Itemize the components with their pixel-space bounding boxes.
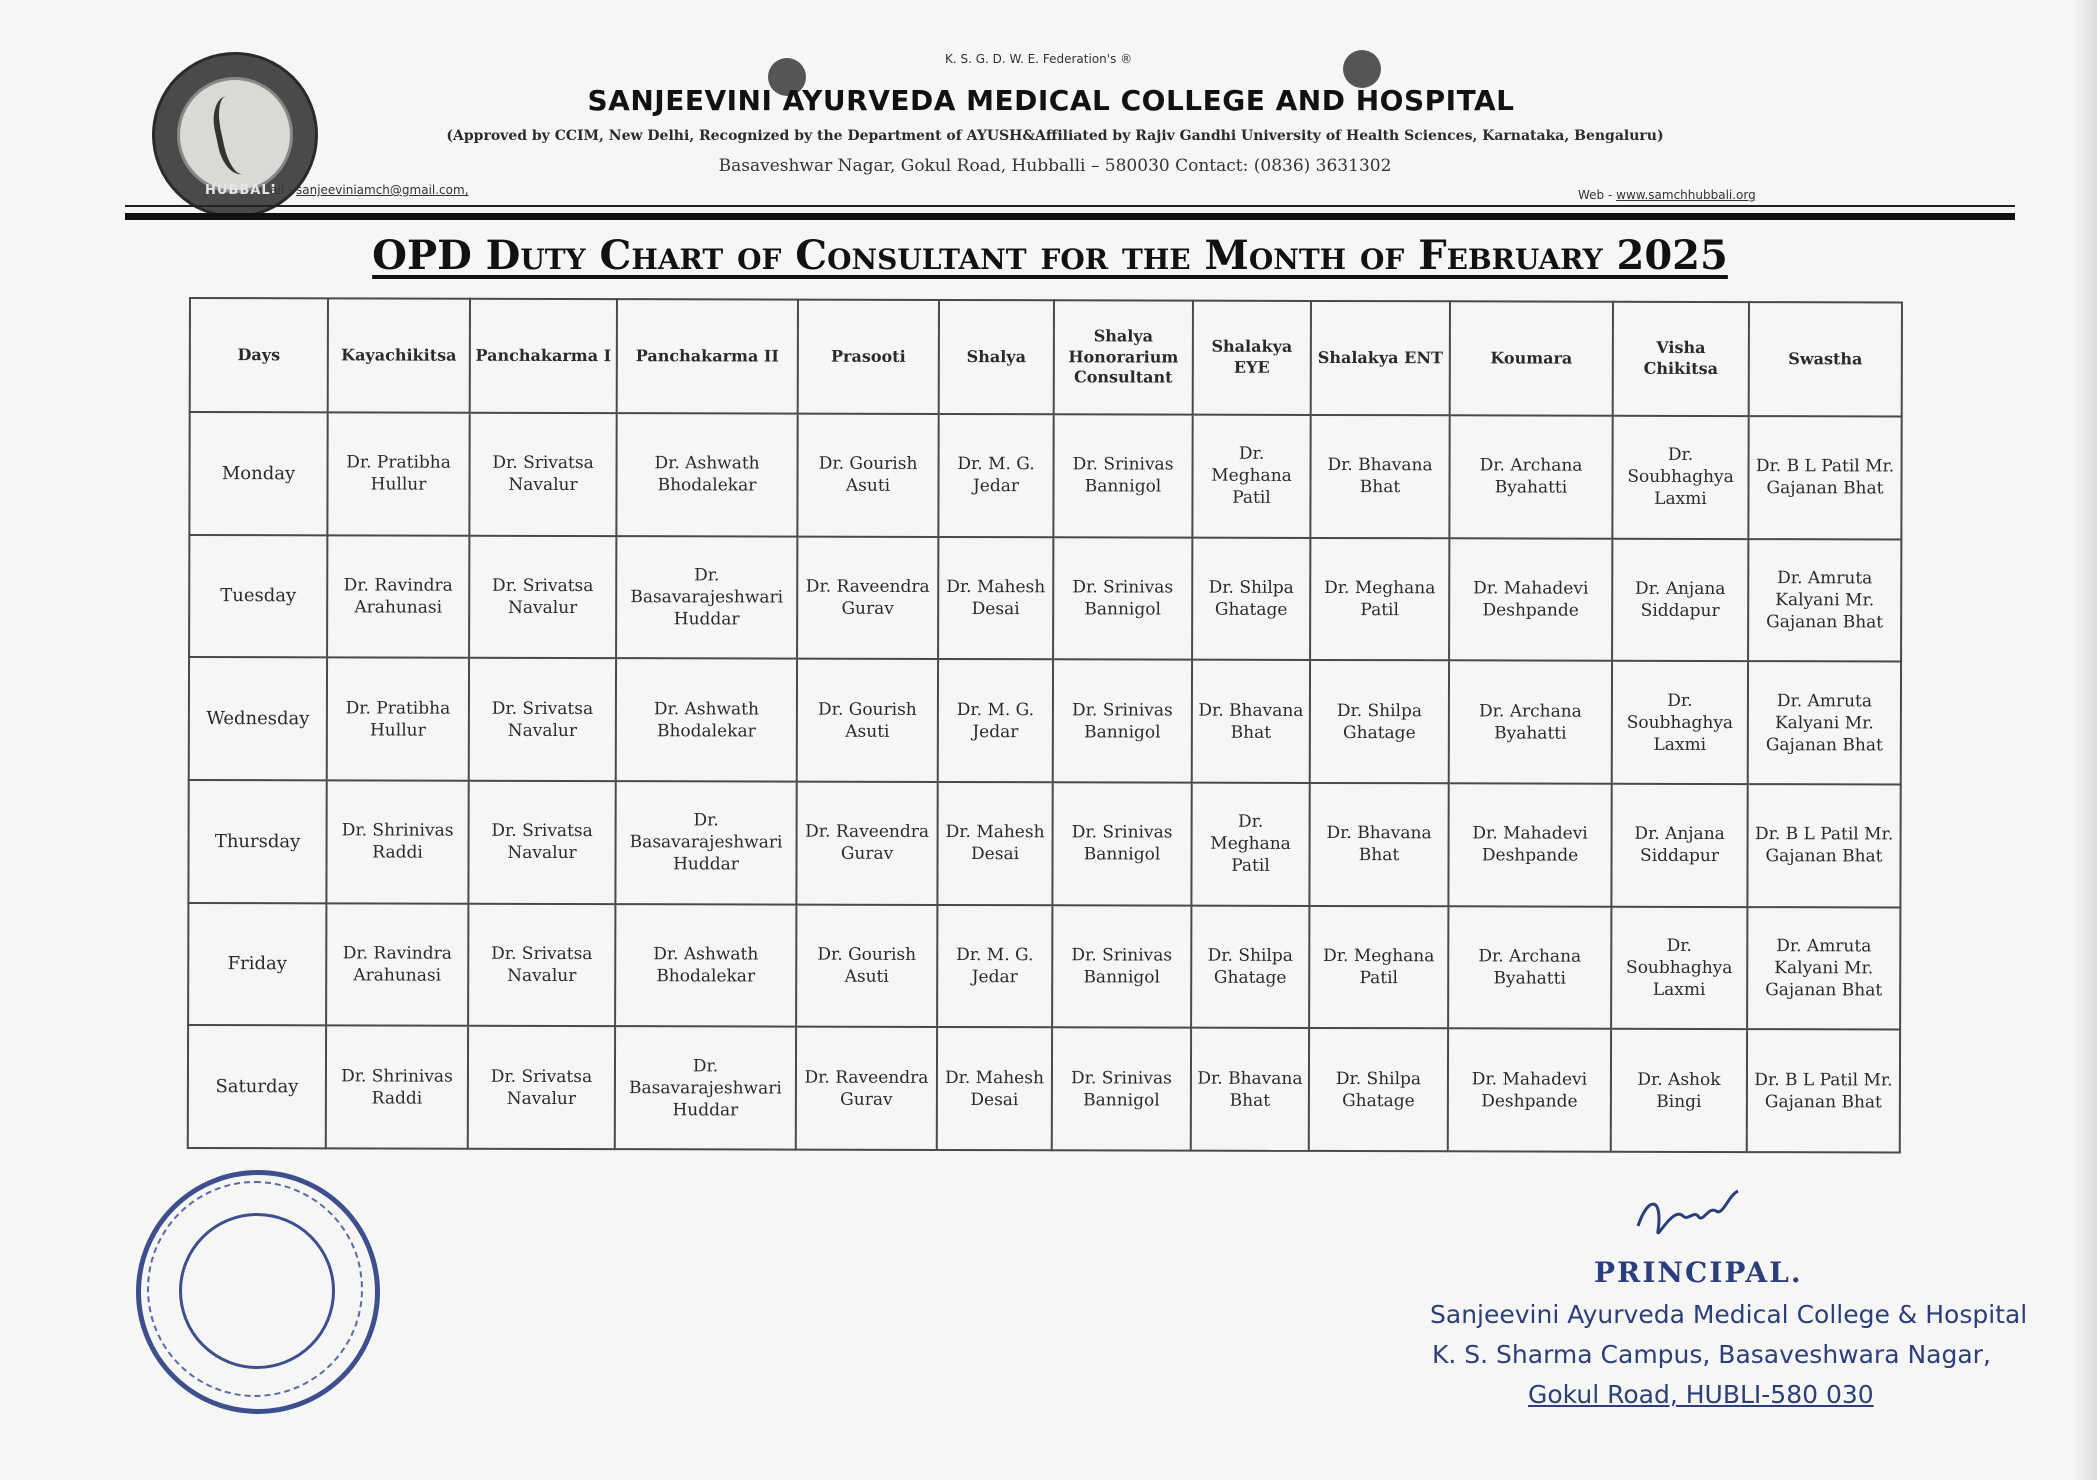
column-header: Shalakya ENT [1311, 301, 1450, 415]
stamp-college-line: Sanjeevini Ayurveda Medical College & Hospital [1430, 1300, 2028, 1329]
consultant-cell: Dr. Shrinivas Raddi [326, 1026, 468, 1149]
consultant-cell: Dr. Meghana Patil [1309, 906, 1448, 1029]
consultant-cell: Dr. Archana Byahatti [1449, 661, 1612, 784]
column-header: Prasooti [798, 300, 939, 414]
consultant-cell: Dr. Gourish Asuti [797, 414, 938, 537]
consultant-cell: Dr. B L Patil Mr. Gajanan Bhat [1747, 784, 1900, 907]
column-header: Days [190, 298, 328, 412]
consultant-cell: Dr. Bhavana Bhat [1192, 660, 1310, 783]
logo-text: HUBBALI [205, 183, 277, 198]
address-line: Basaveshwar Nagar, Gokul Road, Hubballi – 580030 Contact: (0836) 3631302 [718, 156, 1392, 176]
consultant-cell: Dr. B L Patil Mr. Gajanan Bhat [1748, 416, 1901, 539]
approval-line: (Approved by CCIM, New Delhi, Recognized by the Department of AYUSH&Affiliated by Rajiv Gandhi University of Health Sciences, Karnataka, Bengaluru) [446, 128, 1664, 144]
consultant-cell: Dr. Meghana Patil [1191, 783, 1309, 906]
table-header-row [190, 298, 1902, 416]
consultant-cell: Dr. Mahadevi Deshpande [1449, 538, 1612, 661]
stamp-campus-line: K. S. Sharma Campus, Basaveshwara Nagar, [1432, 1340, 1991, 1369]
header-divider-thick [125, 213, 2015, 220]
consultant-cell: Dr. Pratibha Hullur [327, 658, 469, 781]
day-cell: Monday [189, 412, 327, 535]
consultant-cell: Dr. Ashok Bingi [1611, 1029, 1747, 1152]
consultant-cell: Dr. Ashwath Bhodalekar [615, 904, 796, 1027]
consultant-cell: Dr. Mahesh Desai [937, 1027, 1052, 1150]
consultant-cell: Dr. Srivatsa Navalur [469, 658, 616, 781]
column-header: Swastha [1749, 302, 1902, 416]
consultant-cell: Dr. M. G. Jedar [938, 659, 1053, 782]
consultant-cell: Dr. Amruta Kalyani Mr. Gajanan Bhat [1748, 539, 1901, 662]
column-header: Kayachikitsa [328, 298, 470, 412]
consultant-cell: Dr. Mahesh Desai [937, 782, 1052, 905]
web-link[interactable]: www.samchhubbali.org [1616, 188, 1756, 202]
consultant-cell: Dr. Amruta Kalyani Mr. Gajanan Bhat [1747, 907, 1900, 1030]
day-cell: Thursday [188, 780, 326, 903]
consultant-cell: Dr. Archana Byahatti [1448, 906, 1611, 1029]
consultant-cell: Dr. Basavarajeshwari Huddar [615, 1026, 796, 1149]
consultant-cell: Dr. Ravindra Arahunasi [326, 903, 468, 1026]
consultant-cell: Dr. Srinivas Bannigol [1052, 782, 1191, 905]
consultant-cell: Dr. Basavarajeshwari Huddar [616, 536, 797, 659]
consultant-cell: Dr. Srivatsa Navalur [468, 903, 615, 1026]
day-cell: Tuesday [189, 535, 327, 658]
consultant-cell: Dr. Srinivas Bannigol [1052, 905, 1191, 1028]
table-row [189, 657, 1901, 784]
consultant-cell: Dr. Raveendra Gurav [796, 1027, 937, 1150]
column-header: Koumara [1450, 301, 1613, 415]
day-cell: Friday [188, 903, 326, 1026]
table-row [188, 903, 1900, 1030]
decorative-dot [1343, 50, 1381, 88]
consultant-cell: Dr. Ravindra Arahunasi [327, 535, 469, 658]
signature-icon [1628, 1186, 1748, 1246]
stamp-road-line: Gokul Road, HUBLI-580 030 [1528, 1380, 1874, 1409]
column-header: Shalya [939, 300, 1054, 414]
college-name: SANJEEVINI AYURVEDA MEDICAL COLLEGE AND HOSPITAL [587, 84, 1515, 117]
consultant-cell: Dr. Srivatsa Navalur [468, 781, 615, 904]
consultant-cell: Dr. B L Patil Mr. Gajanan Bhat [1747, 1029, 1900, 1152]
consultant-cell: Dr. Srivatsa Navalur [468, 1026, 615, 1149]
consultant-cell: Dr. Soubhaghya Laxmi [1612, 661, 1748, 784]
day-cell: Saturday [188, 1025, 326, 1148]
federation-label: K. S. G. D. W. E. Federation's ® [945, 52, 1133, 66]
consultant-cell: Dr. Mahadevi Deshpande [1448, 1029, 1611, 1152]
header-divider [125, 205, 2015, 207]
consultant-cell: Dr. Amruta Kalyani Mr. Gajanan Bhat [1748, 661, 1901, 784]
web-line [1578, 188, 1756, 202]
consultant-cell: Dr. M. G. Jedar [937, 905, 1052, 1028]
consultant-cell: Dr. Srinivas Bannigol [1053, 660, 1192, 783]
email-line [270, 183, 469, 197]
consultant-cell: Dr. Soubhaghya Laxmi [1612, 416, 1748, 539]
consultant-cell: Dr. Ashwath Bhodalekar [616, 413, 797, 536]
column-header: Panchakarma II [617, 299, 798, 413]
consultant-cell: Dr. Gourish Asuti [797, 659, 938, 782]
consultant-cell: Dr. Mahesh Desai [938, 537, 1053, 660]
consultant-cell: Dr. Anjana Siddapur [1612, 538, 1748, 661]
table-row [189, 535, 1901, 662]
consultant-cell: Dr. Soubhaghya Laxmi [1611, 906, 1747, 1029]
consultant-cell: Dr. Ashwath Bhodalekar [616, 658, 797, 781]
consultant-cell: Dr. Shrinivas Raddi [326, 780, 468, 903]
column-header: Visha Chikitsa [1613, 302, 1749, 416]
consultant-cell: Dr. Gourish Asuti [796, 904, 937, 1027]
consultant-cell: Dr. Srinivas Bannigol [1053, 414, 1192, 537]
consultant-cell: Dr. Raveendra Gurav [797, 536, 938, 659]
consultant-cell: Dr. Mahadevi Deshpande [1448, 783, 1611, 906]
consultant-cell: Dr. Shilpa Ghatage [1310, 660, 1449, 783]
table-row [188, 780, 1900, 907]
consultant-cell: Dr. Meghana Patil [1310, 538, 1449, 661]
web-prefix: Web - [1578, 188, 1617, 202]
table-body [188, 412, 1902, 1152]
consultant-cell: Dr. Srivatsa Navalur [469, 535, 616, 658]
consultant-cell: Dr. Srivatsa Navalur [469, 413, 616, 536]
seal-stamp-icon [136, 1170, 380, 1414]
duty-table [187, 297, 1903, 1153]
consultant-cell: Dr. Shilpa Ghatage [1192, 537, 1310, 660]
consultant-cell: Dr. Bhavana Bhat [1310, 415, 1449, 538]
consultant-cell: Dr. Meghana Patil [1192, 415, 1310, 538]
consultant-cell: Dr. Raveendra Gurav [796, 782, 937, 905]
email-prefix: ail - [270, 183, 296, 197]
column-header: Shalya Honorarium Consultant [1054, 300, 1193, 414]
principal-title: PRINCIPAL. [1594, 1256, 1803, 1289]
consultant-cell: Dr. Pratibha Hullur [327, 412, 469, 535]
consultant-cell: Dr. Srinivas Bannigol [1052, 1028, 1191, 1151]
consultant-cell: Dr. Shilpa Ghatage [1309, 1028, 1448, 1151]
table-row [188, 1025, 1900, 1152]
consultant-cell: Dr. Shilpa Ghatage [1191, 905, 1309, 1028]
table-row [189, 412, 1901, 539]
consultant-cell: Dr. Anjana Siddapur [1611, 784, 1747, 907]
day-cell: Wednesday [189, 657, 327, 780]
consultant-cell: Dr. Bhavana Bhat [1309, 783, 1448, 906]
consultant-cell: Dr. Bhavana Bhat [1191, 1028, 1309, 1151]
consultant-cell: Dr. Srinivas Bannigol [1053, 537, 1192, 660]
consultant-cell: Dr. M. G. Jedar [938, 414, 1053, 537]
column-header: Shalakya EYE [1193, 301, 1311, 415]
consultant-cell: Dr. Archana Byahatti [1449, 415, 1612, 538]
column-header: Panchakarma I [470, 299, 617, 413]
email-link[interactable]: sanjeeviniamch@gmail.com, [295, 183, 469, 197]
chart-title: OPD Duty Chart of Consultant for the Month of February 2025 [372, 232, 1728, 279]
consultant-cell: Dr. Basavarajeshwari Huddar [615, 781, 796, 904]
